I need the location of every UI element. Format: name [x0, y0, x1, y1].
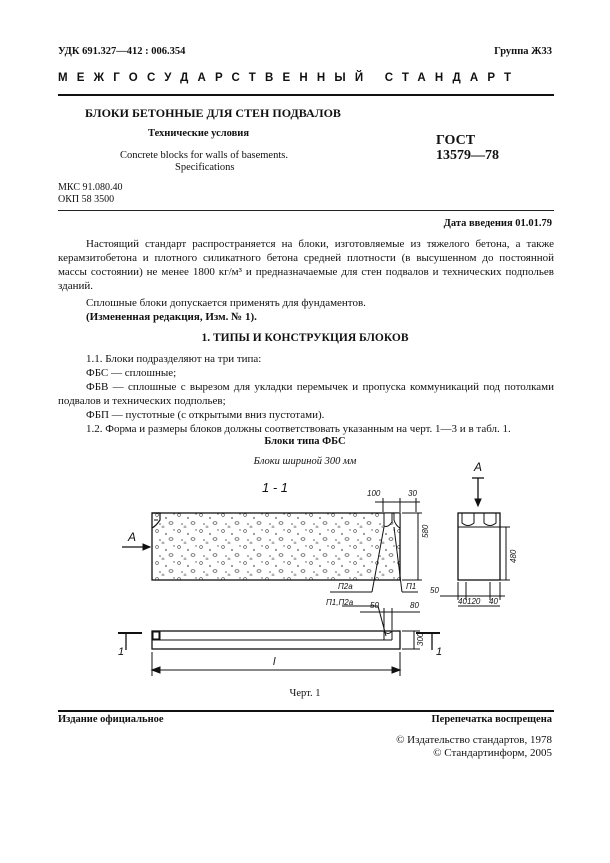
intro-paragraph: Настоящий стандарт распространяется на блоки, изготовляемые из тяжелого бетона, а также керамзитобетона и плотного силикатного бетона средней плотности (в высушенном до постоянной массы состоянии) не менее 1800 кг/м³ и предназначаемые для стен подвалов и технических подпольев зданий.	[58, 238, 554, 292]
section-label: 1 - 1	[262, 480, 289, 495]
view-label-top: A	[474, 460, 483, 474]
clause-1-1: 1.1. Блоки подразделяют на три типа:	[86, 353, 262, 365]
dim-80: 80	[410, 601, 419, 610]
cut-marker-right: 1	[436, 646, 443, 658]
figure-caption: Черт. 1	[289, 688, 321, 699]
footer-rule	[58, 710, 554, 712]
udk-code: УДК 691.327—412 : 006.354	[58, 46, 186, 57]
intro-date: Дата введения 01.01.79	[443, 218, 552, 229]
intro-note: Сплошные блоки допускается применять для фундаментов.	[86, 297, 366, 309]
dim-50-lower: 50	[370, 601, 379, 610]
dim-480: 480	[509, 549, 518, 563]
mks-code: МКС 91.080.40	[58, 182, 123, 193]
change-note: (Измененная редакция, Изм. № 1).	[86, 311, 257, 323]
label-p1-p2a: П1,П2а	[326, 598, 354, 607]
title-ru: БЛОКИ БЕТОННЫЕ ДЛЯ СТЕН ПОДВАЛОВ	[85, 106, 341, 120]
label-p1: П1	[406, 582, 417, 591]
okp-code: ОКП 58 3500	[58, 194, 115, 205]
clause-1-2: 1.2. Форма и размеры блоков должны соответствовать указанным на черт. 1—3 и в табл. 1.	[86, 423, 511, 435]
dim-100: 100	[367, 489, 381, 498]
figure-title: Блоки типа ФБС	[264, 436, 346, 447]
cut-marker-left: 1	[118, 646, 125, 658]
dim-30: 30	[408, 489, 417, 498]
dim-40-right: 40	[489, 597, 498, 606]
type-fbp: ФБП — пустотные (с открытыми вниз пустотами).	[86, 409, 325, 421]
label-p2a: П2а	[338, 582, 353, 591]
copyright-1978: © Издательство стандартов, 1978	[396, 734, 552, 746]
figure-subtitle: Блоки шириной 300 мм	[253, 456, 357, 467]
dim-300: 300	[416, 632, 425, 646]
title-en-sub: Specifications	[175, 162, 235, 173]
gost-number: 13579—78	[436, 148, 499, 163]
dim-580: 580	[421, 524, 430, 538]
view-label-left: A	[128, 530, 137, 544]
section-heading: 1. ТИПЫ И КОНСТРУКЦИЯ БЛОКОВ	[201, 332, 409, 344]
reprint-notice: Перепечатка воспрещена	[431, 714, 552, 725]
group-code: Группа Ж33	[494, 46, 552, 57]
dim-120: 120	[467, 597, 481, 606]
dim-40-left: 40	[458, 597, 467, 606]
type-fbv: ФБВ — сплошные с вырезом для укладки перемычек и пропуска коммуникаций под потолками подвалов и технических подпольев;	[58, 381, 554, 407]
dim-length: l	[273, 656, 276, 668]
title-en: Concrete blocks for walls of basements.	[120, 150, 288, 161]
official-edition: Издание официальное	[58, 714, 164, 725]
gost-label: ГОСТ	[436, 133, 476, 148]
dim-50-view: 50	[430, 586, 439, 595]
copyright-2005: © Стандартинформ, 2005	[433, 747, 552, 759]
type-fbs: ФБС — сплошные;	[86, 367, 177, 379]
standard-type: МЕЖГОСУДАРСТВЕННЫЙ СТАНДАРТ	[58, 72, 521, 84]
title-ru-sub: Технические условия	[148, 128, 250, 139]
